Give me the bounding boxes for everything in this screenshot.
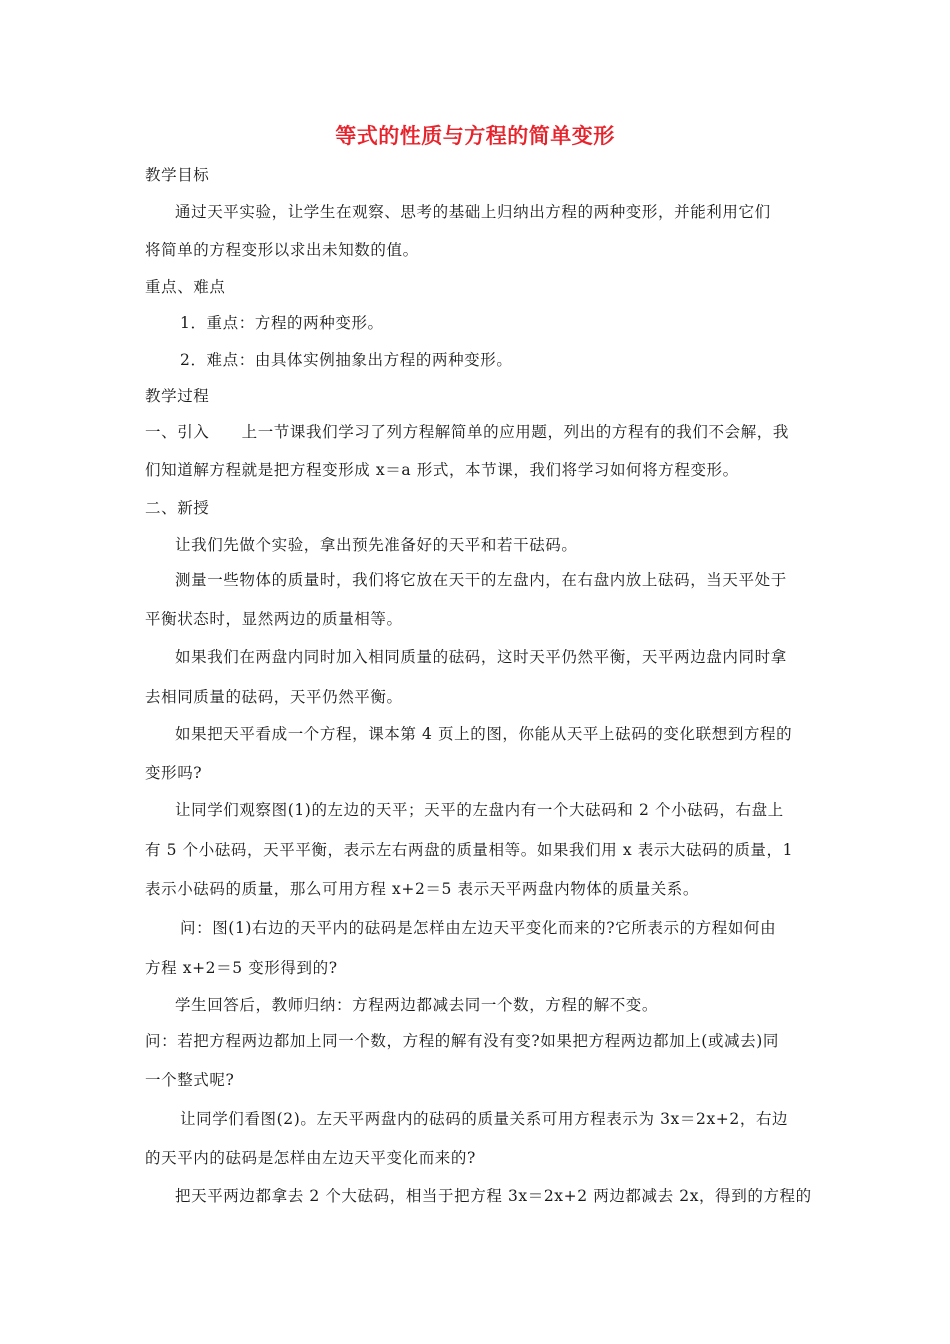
- paragraph-line: 一个整式呢?: [145, 1071, 235, 1089]
- paragraph-line: 变形吗?: [145, 764, 203, 782]
- paragraph-line: 平衡状态时，显然两边的质量相等。: [145, 610, 403, 628]
- list-item: 1．重点：方程的两种变形。: [180, 314, 384, 332]
- section-heading-objectives: 教学目标: [145, 166, 210, 184]
- list-item: 2．难点：由具体实例抽象出方程的两种变形。: [180, 351, 513, 369]
- paragraph-line: 让我们先做个实验，拿出预先准备好的天平和若干砝码。: [175, 536, 578, 554]
- paragraph-line: 让同学们看图(2)。左天平两盘内的砝码的质量关系可用方程表示为 3x＝2x+2，右边: [180, 1110, 789, 1128]
- paragraph-line: 去相同质量的砝码，天平仍然平衡。: [145, 688, 403, 706]
- paragraph-line: 有 5 个小砝码，天平平衡，表示左右两盘的质量相等。如果我们用 x 表示大砝码的质量，1: [145, 841, 794, 859]
- paragraph-line: 问：若把方程两边都加上同一个数，方程的解有没有变?如果把方程两边都加上(或减去)同: [145, 1032, 780, 1050]
- section-heading-new-lesson: 二、新授: [145, 499, 210, 517]
- section-heading-key-points: 重点、难点: [145, 278, 226, 296]
- paragraph-line: 一、引入 上一节课我们学习了列方程解简单的应用题，列出的方程有的我们不会解，我: [145, 423, 790, 441]
- paragraph-line: 表示小砝码的质量，那么可用方程 x+2＝5 表示天平两盘内物体的质量关系。: [145, 880, 700, 898]
- paragraph-line: 的天平内的砝码是怎样由左边天平变化而来的?: [145, 1149, 476, 1167]
- paragraph-line: 测量一些物体的质量时，我们将它放在天干的左盘内，在右盘内放上砝码，当天平处于: [175, 571, 787, 589]
- paragraph-line: 如果把天平看成一个方程，课本第 4 页上的图，你能从天平上砝码的变化联想到方程的: [175, 725, 793, 743]
- document-title: 等式的性质与方程的简单变形: [335, 123, 615, 148]
- paragraph-line: 如果我们在两盘内同时加入相同质量的砝码，这时天平仍然平衡，天平两边盘内同时拿: [175, 648, 787, 666]
- paragraph-line: 通过天平实验，让学生在观察、思考的基础上归纳出方程的两种变形，并能利用它们: [175, 203, 771, 221]
- paragraph-line: 方程 x+2＝5 变形得到的?: [145, 959, 338, 977]
- paragraph-line: 们知道解方程就是把方程变形成 x＝a 形式，本节课，我们将学习如何将方程变形。: [145, 461, 739, 479]
- section-heading-process: 教学过程: [145, 387, 210, 405]
- paragraph-line: 把天平两边都拿去 2 个大砝码，相当于把方程 3x＝2x+2 两边都减去 2x，得到的方程的: [175, 1187, 812, 1205]
- paragraph-line: 问：图(1)右边的天平内的砝码是怎样由左边天平变化而来的?它所表示的方程如何由: [180, 919, 777, 937]
- paragraph-line: 让同学们观察图(1)的左边的天平；天平的左盘内有一个大砝码和 2 个小砝码，右盘上: [175, 801, 784, 819]
- paragraph-line: 将简单的方程变形以求出未知数的值。: [145, 241, 419, 259]
- paragraph-line: 学生回答后，教师归纳：方程两边都减去同一个数，方程的解不变。: [175, 996, 659, 1014]
